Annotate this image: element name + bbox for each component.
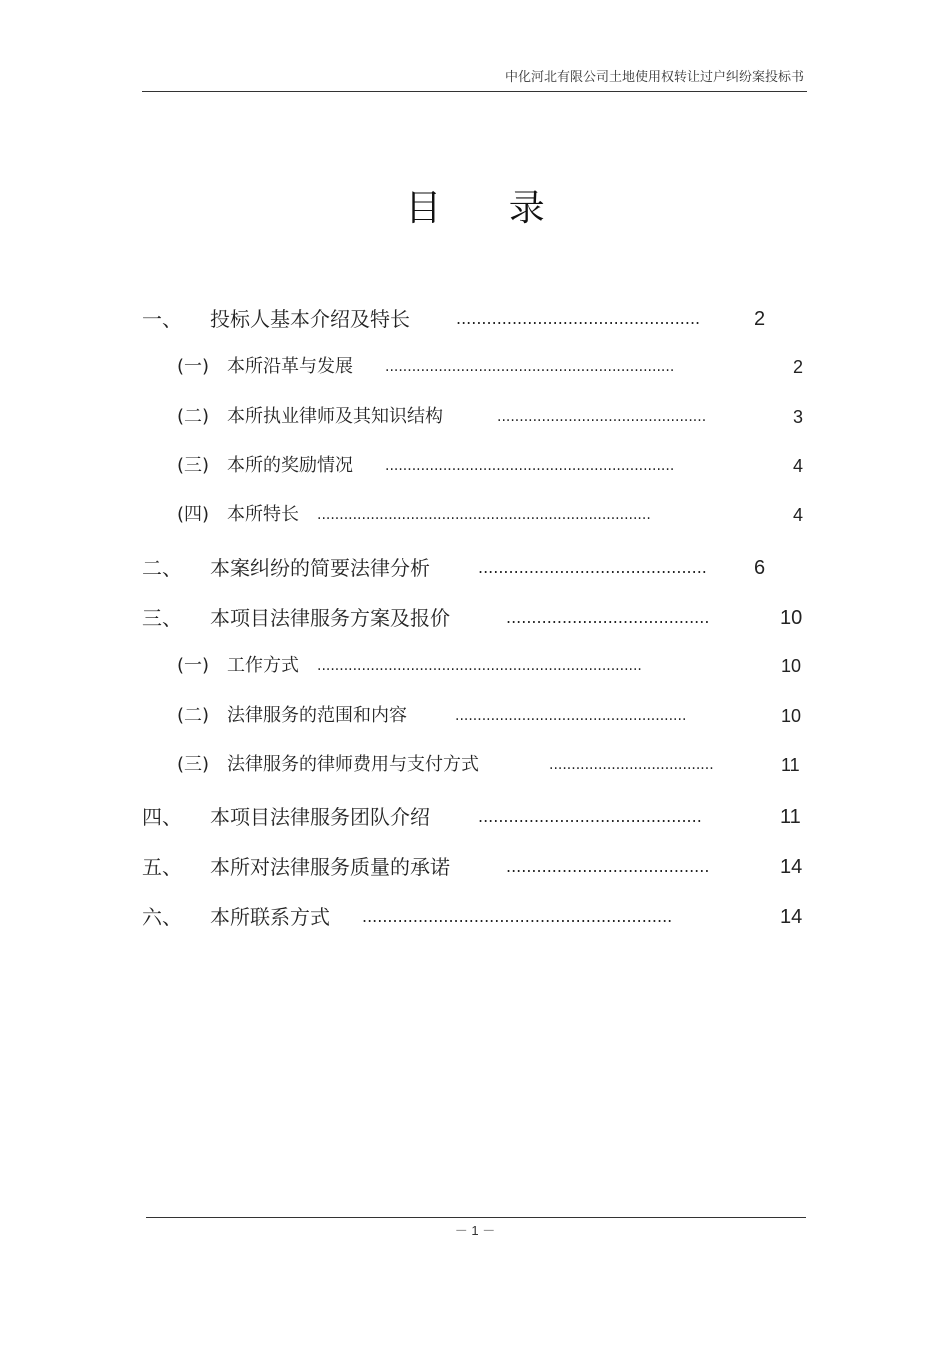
toc-entry-page: 2 [793,357,804,377]
toc-entry-page: 4 [793,505,804,525]
toc-entry-title: 本所沿革与发展 [227,356,353,377]
toc-entry[interactable] [177,701,817,731]
toc-entry-leader: ..................................... [549,757,714,773]
toc-entry-title: 本所执业律师及其知识结构 [227,406,443,427]
toc-entry-number: (二) [177,705,210,726]
toc-entry-leader: ........................................ [506,857,710,876]
toc-entry-page: 11 [781,755,800,775]
toc-entry[interactable] [142,902,803,932]
toc-entry[interactable] [142,852,803,882]
toc-entry-leader: ........................................ [506,608,710,627]
toc-entry-number: 三、 [142,606,182,630]
toc-entry-page: 10 [781,706,802,726]
toc-entry-title: 投标人基本介绍及特长 [210,307,410,331]
toc-entry-page: 11 [780,806,801,828]
toc-entry-leader: ................................................................. [385,359,675,375]
toc-entry-number: 一、 [142,307,182,331]
toc-entry-title: 本所的奖励情况 [227,455,353,476]
toc-entry-page: 10 [780,607,803,629]
toc-entry-page: 10 [781,656,802,676]
toc-entry-number: 六、 [142,905,182,929]
toc-entry-page: 3 [793,407,804,427]
toc-entry[interactable] [142,603,803,633]
toc-entry-title: 本所联系方式 [210,905,330,929]
toc-entry-title: 工作方式 [227,655,299,676]
toc-entry-leader: ............................................................. [362,907,673,926]
toc-entry[interactable] [177,750,817,780]
toc-entry-number: (二) [177,406,210,427]
page-number: － 1 － [454,1223,496,1238]
toc-entry[interactable] [177,500,817,530]
toc-entry-leader: ................................................................. [385,458,675,474]
toc-entry-title: 法律服务的律师费用与支付方式 [227,754,479,775]
toc-entry-number: (一) [177,655,210,676]
toc-entry-number: (三) [177,754,210,775]
toc-entry-leader: ............................................... [497,409,707,425]
toc-entry[interactable] [142,304,782,334]
toc-entry[interactable] [177,402,817,432]
toc-entry-leader: ............................................. [478,558,707,577]
toc-entry-title: 本项目法律服务团队介绍 [210,805,430,829]
page-title: 目 录 [405,188,573,229]
toc-entry-page: 6 [754,557,766,579]
toc-entry-number: (一) [177,356,210,377]
footer-divider [146,1217,806,1218]
toc-entry[interactable] [142,802,801,832]
toc-entry-number: (四) [177,504,210,525]
toc-entry-page: 14 [780,856,803,878]
toc-entry[interactable] [177,352,817,382]
toc-entry[interactable] [142,553,782,583]
toc-entry-number: 二、 [142,556,182,580]
toc-entry-page: 14 [780,906,803,928]
toc-entry-page: 2 [754,308,766,330]
toc-entry-leader: .................................................... [455,708,687,724]
toc-entry[interactable] [177,451,817,481]
toc-entry-number: (三) [177,455,210,476]
toc-entry-leader: ............................................ [478,807,702,826]
toc-entry-leader: ........................................................................... [317,507,651,523]
toc-entry-title: 本案纠纷的简要法律分析 [210,556,430,580]
toc-entry-title: 法律服务的范围和内容 [227,705,407,726]
running-header: 中化河北有限公司土地使用权转让过户纠纷案投标书 [504,70,804,85]
toc-entry-title: 本项目法律服务方案及报价 [210,606,450,630]
toc-entry-page: 4 [793,456,804,476]
toc-entry-leader: ......................................................................... [317,658,642,674]
toc-entry-leader: ................................................ [456,309,701,328]
toc-entry-title: 本所特长 [227,504,299,525]
toc-entry[interactable] [177,651,817,681]
toc-entry-number: 四、 [142,805,182,829]
header-divider [142,91,807,92]
toc-entry-number: 五、 [142,855,182,879]
toc-entry-title: 本所对法律服务质量的承诺 [210,855,450,879]
